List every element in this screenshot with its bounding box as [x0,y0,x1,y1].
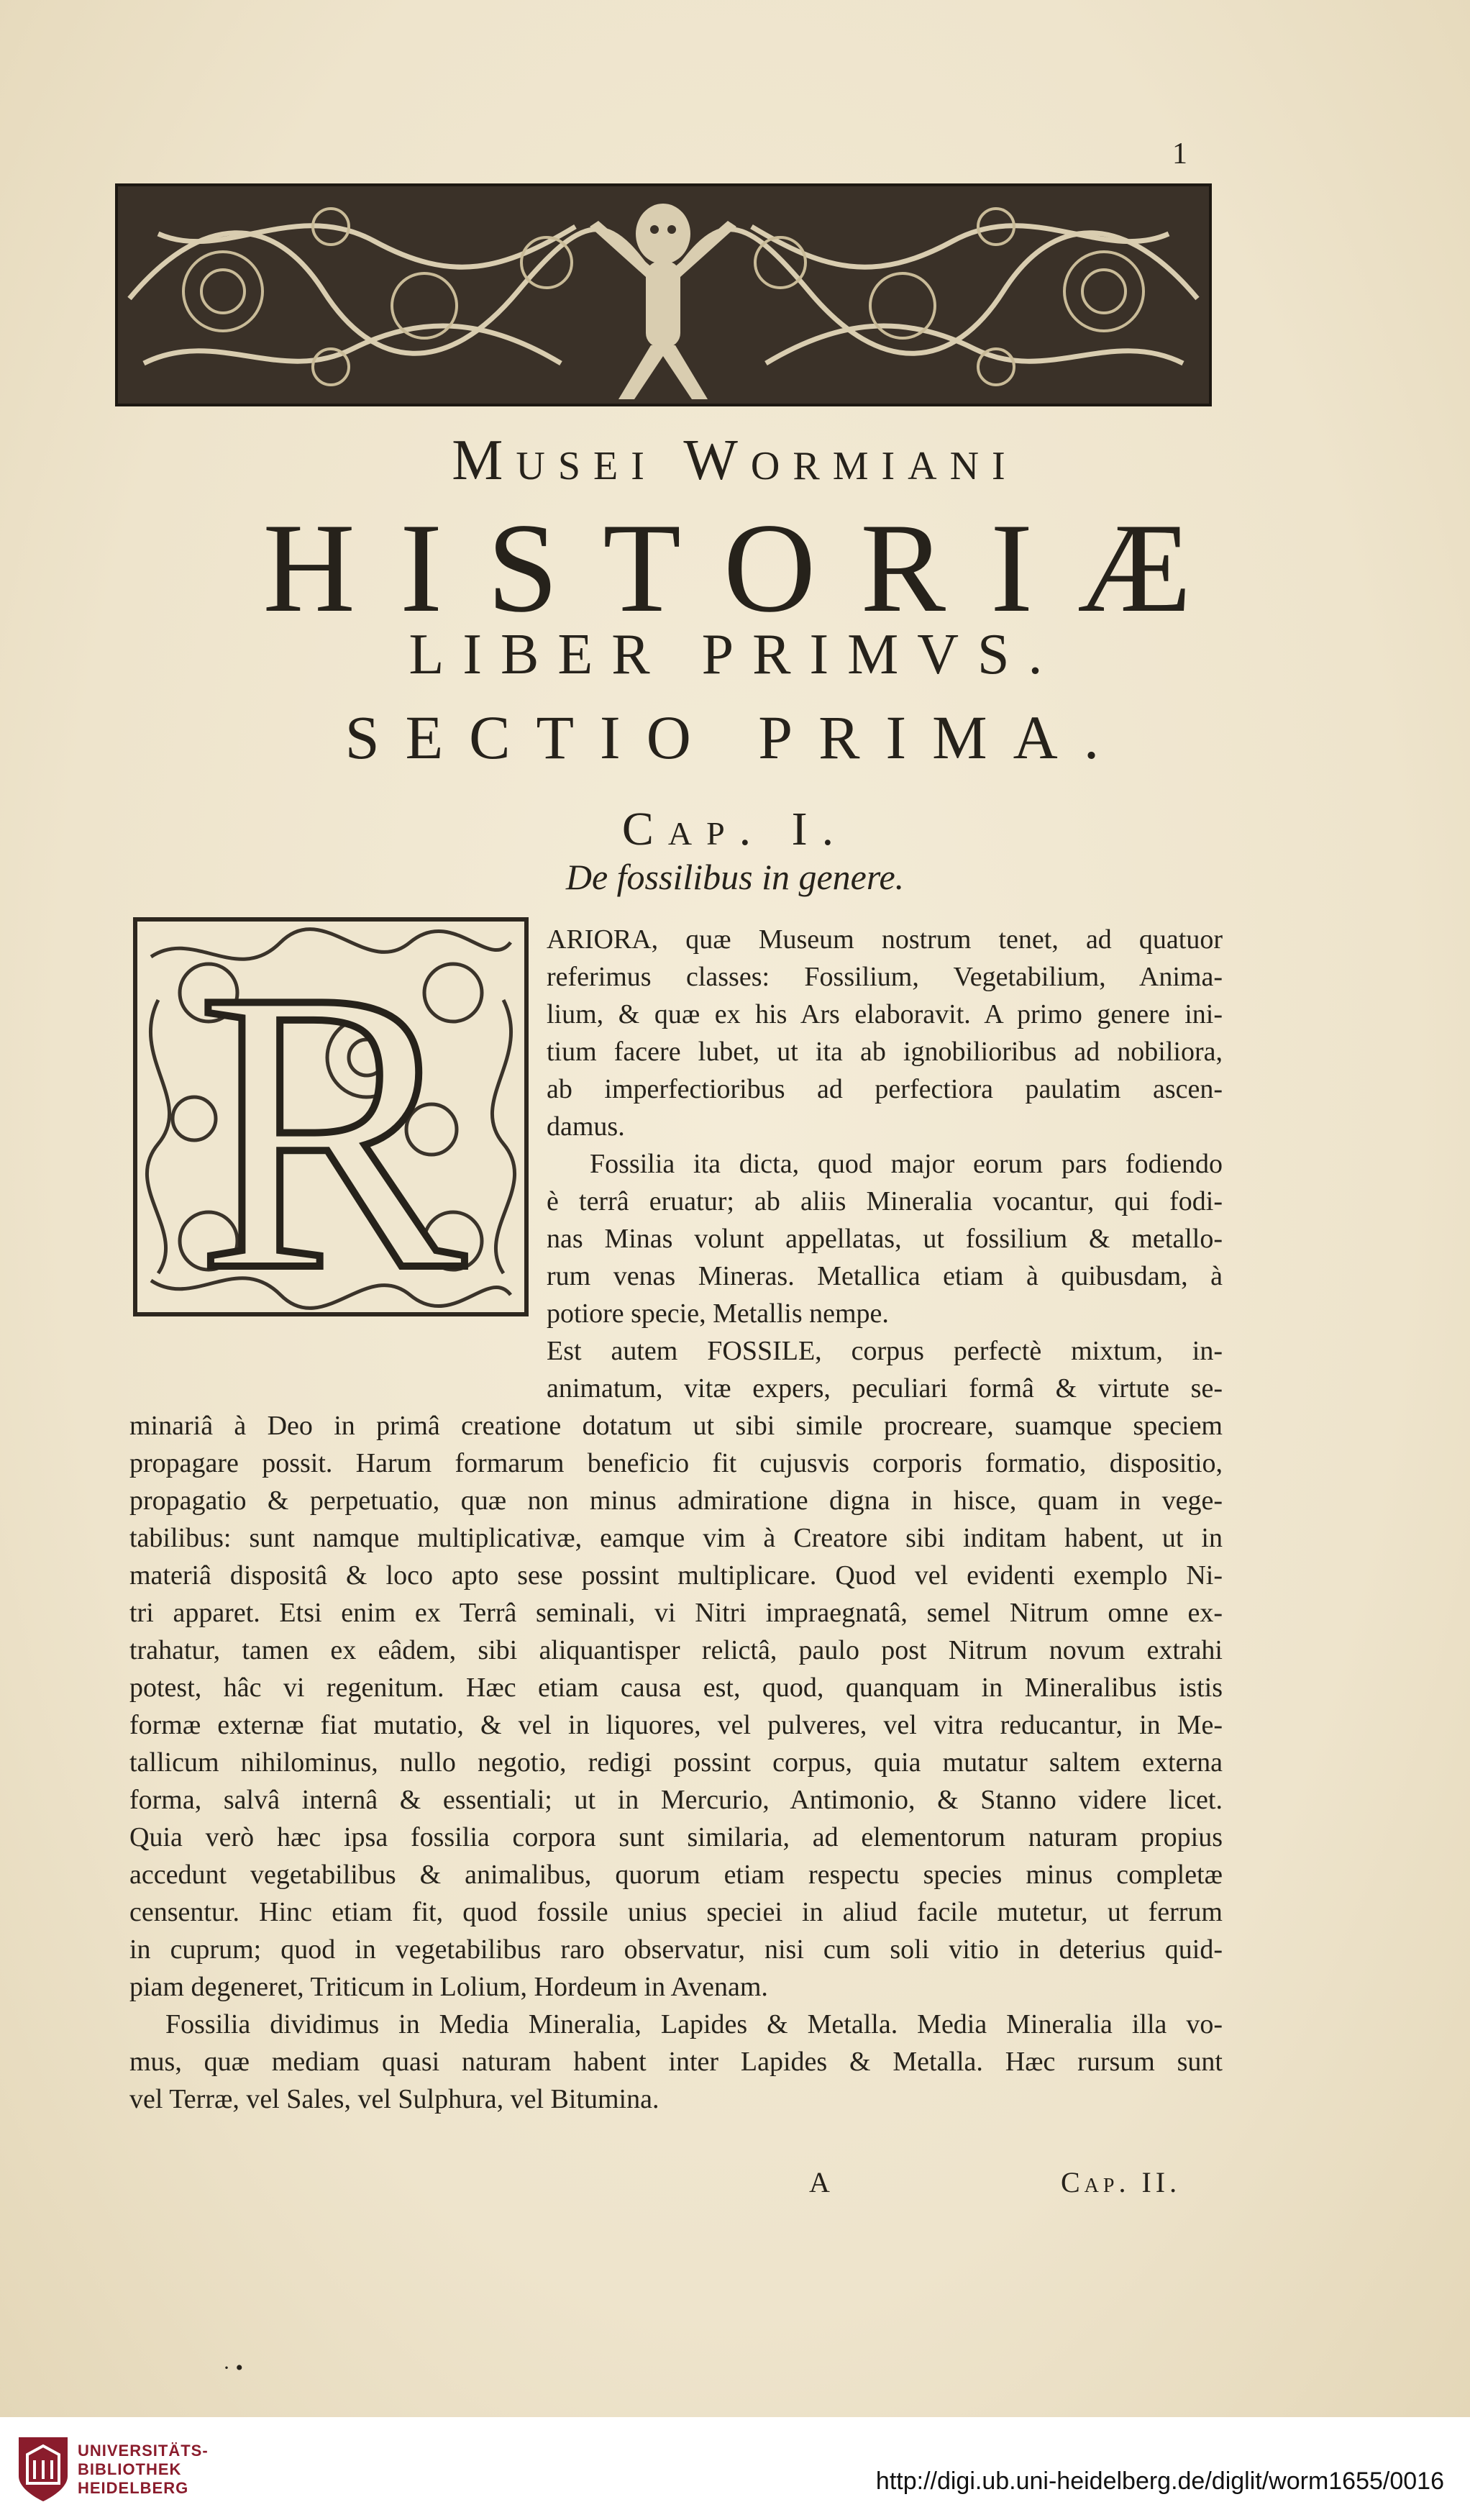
text-line: tri apparet. Etsi enim ex Terrâ seminali, vi Nitri impraegnatâ, semel Nitrum omne ex- [129,1598,1223,1628]
text-line: referimus classes: Fossilium, Vegetabilium, Anima- [547,962,1223,992]
text-line: lium, & quæ ex his Ars elaboravit. A primo genere ini- [547,999,1223,1029]
source-url-link[interactable]: http://digi.ub.uni-heidelberg.de/diglit/worm1655/0016 [875,2467,1444,2495]
text-line: Fossilia dividimus in Media Mineralia, Lapides & Metalla. Media Mineralia illa vo- [165,2009,1223,2039]
text-line: censentur. Hinc etiam fit, quod fossile unius speciei in aliud facile mutetur, ut ferrum [129,1897,1223,1927]
text-line: ARIORA, quæ Museum nostrum tenet, ad quatuor [547,924,1223,955]
text-line: tabilibus: sunt namque multiplicativæ, eamque vim à Creatore sibi inditam habent, ut in [129,1523,1223,1553]
text-line: animatum, vitæ expers, peculiari formâ & virtute se- [547,1373,1223,1404]
text-line: mus, quæ mediam quasi naturam habent inter Lapides & Metalla. Hæc rursum sunt [129,2047,1223,2077]
text-line: formæ externæ fiat mutatio, & vel in liquores, vel pulveres, vel vitra reducantur, in Me- [129,1710,1223,1740]
chapter-subtitle: De fossilibus in genere. [565,857,905,897]
dropcap-letter: R [196,914,465,1320]
text-line: potiore specie, Metallis nempe. [547,1298,889,1329]
text-line: trahatur, tamen ex eâdem, sibi aliquantisper relictâ, paulo post Nitrum novum extrahi [129,1635,1223,1665]
title-historiae: HISTORIÆ [262,496,1236,639]
text-line: potest, hâc vi regenitum. Hæc etiam causa est, quod, quanquam in Mineralibus istis [129,1673,1223,1703]
text-line: nas Minas volunt appellatas, ut fossilium & metallo- [547,1224,1223,1254]
text-line: Est autem FOSSILE, corpus perfectè mixtum, in- [547,1336,1223,1366]
ornamental-headpiece [115,183,1212,406]
text-line: minariâ à Deo in primâ creatione dotatum ut sibi simile procreare, suamque speciem [129,1411,1223,1441]
catchword: Cap. II. [1061,2166,1182,2198]
page-number: 1 [1172,137,1187,170]
university-seal-icon [14,2433,72,2505]
text-line: damus. [547,1111,625,1142]
text-line: è terrâ eruatur; ab aliis Mineralia vocantur, qui fodi- [547,1186,1223,1216]
text-line: materiâ dispositâ & loco apto sese possint multiplicare. Quod vel evidenti exemplo Ni- [129,1560,1223,1591]
dropcap-r-ornament [129,914,532,1320]
digitization-footer [0,2417,1470,2520]
text-line: in cuprum; quod in vegetabilibus raro observatur, nisi cum soli vitio in deterius quid- [129,1934,1223,1965]
text-line: rum venas Mineras. Metallica etiam à quibusdam, à [547,1261,1223,1291]
text-line: Fossilia ita dicta, quod major eorum pars fodiendo [590,1149,1223,1179]
library-name-line: UNIVERSITÄTS- [78,2442,209,2460]
text-line: ab imperfectioribus ad perfectiora paulatim ascen- [547,1074,1223,1104]
text-line: forma, salvâ internâ & essentiali; ut in Mercurio, Antimonio, & Stanno videre licet. [129,1785,1223,1815]
text-line: propagatio & perpetuatio, quæ non minus admiratione digna in hisce, quam in vege- [129,1486,1223,1516]
text-line: accedunt vegetabilibus & animalibus, quorum etiam respectu species minus completæ [129,1860,1223,1890]
library-name-line: BIBLIOTHEK [78,2460,182,2478]
library-name-line: HEIDELBERG [78,2479,189,2497]
text-line: tallicum nihilominus, nullo negotio, redigi possint corpus, quia mutatur saltem externa [129,1747,1223,1778]
edge-marks: · • [223,2356,243,2380]
signature-mark: A [809,2166,830,2198]
title-sectio-prima: SECTIO PRIMA. [344,703,1126,772]
title-musei-wormiani: Musei Wormiani [452,429,1018,492]
chapter-heading: Cap. I. [621,803,849,855]
text-line: tium facere lubet, ut ita ab ignobilioribus ad nobiliora, [547,1037,1223,1067]
text-line: propagare possit. Harum formarum beneficio fit cujusvis corporis formatio, dispositio, [129,1448,1223,1478]
text-line: vel Terræ, vel Sales, vel Sulphura, vel Bitumina. [129,2084,659,2114]
text-line: Quia verò hæc ipsa fossilia corpora sunt similaria, ad elementorum naturam propius [129,1822,1223,1852]
title-liber-primus: LIBER PRIMVS. [408,623,1062,686]
text-line: piam degeneret, Triticum in Lolium, Hordeum in Avenam. [129,1972,768,2002]
